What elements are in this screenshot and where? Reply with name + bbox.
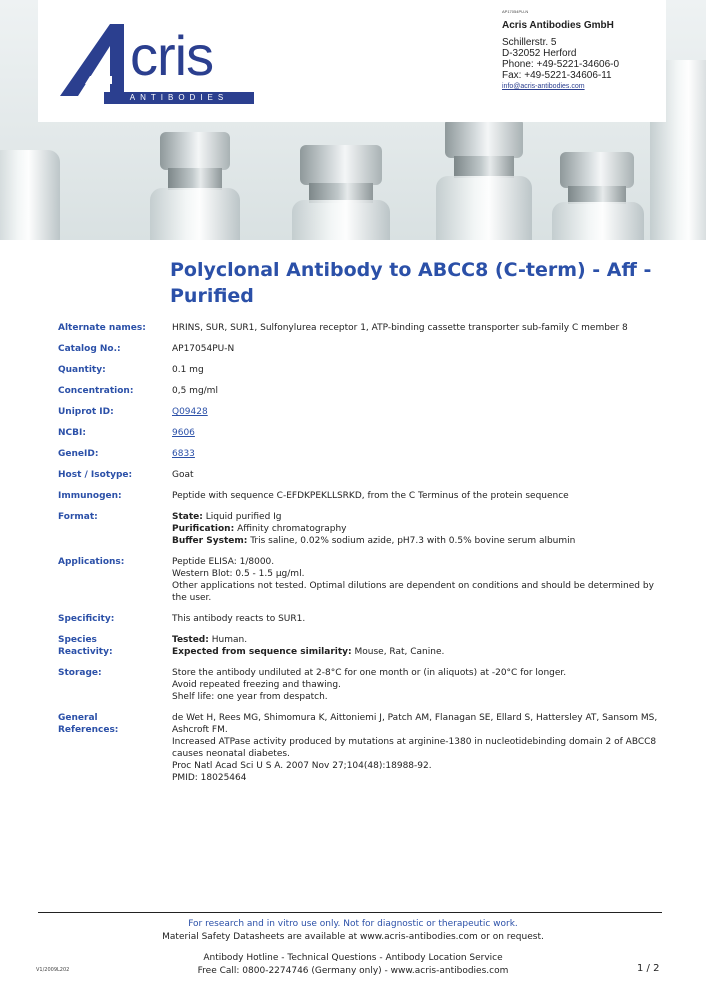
spec-row-quantity <box>58 364 658 385</box>
reactivity-tested: Tested: Human. <box>172 635 248 645</box>
spec-label: NCBI: <box>58 428 86 438</box>
storage-line: Shelf life: one year from despatch. <box>172 692 328 702</box>
spec-label: General <box>58 713 98 723</box>
format-purification: Purification: Affinity chromatography <box>172 524 347 534</box>
spec-row-references <box>58 712 658 784</box>
spec-label: Species <box>58 635 97 645</box>
uniprot-link[interactable]: Q09428 <box>172 407 208 417</box>
product-spec-table <box>58 322 658 784</box>
logo-wordmark: cris <box>130 24 214 87</box>
company-address <box>502 8 619 92</box>
company-street: Schillerstr. 5 <box>502 37 557 48</box>
logo-tagline: ANTIBODIES <box>104 92 254 104</box>
company-phone: Phone: +49-5221-34606-0 <box>502 59 620 70</box>
application-western-blot: Western Blot: 0.5 - 1.5 µg/ml. <box>172 569 305 579</box>
spec-value: HRINS, SUR, SUR1, Sulfonylurea receptor 1, ATP-binding cassette transporter sub-family C member 8 <box>172 323 628 333</box>
spec-row-catalog <box>58 343 658 364</box>
spec-label: Storage: <box>58 668 102 678</box>
spec-row-applications <box>58 556 658 613</box>
spec-label: Applications: <box>58 557 125 567</box>
header-banner <box>0 0 706 240</box>
ncbi-link[interactable]: 9606 <box>172 428 195 438</box>
spec-label: Immunogen: <box>58 491 122 501</box>
spec-value: AP17054PU-N <box>172 344 235 354</box>
spec-label: References: <box>58 725 119 735</box>
page-title: Polyclonal Antibody to ABCC8 (C-term) - Aff - Purified <box>170 259 652 307</box>
geneid-link[interactable]: 6833 <box>172 449 195 459</box>
document-version: V1/2009L202 <box>36 967 70 973</box>
company-fax: Fax: +49-5221-34606-11 <box>502 70 612 81</box>
company-city: D-32052 Herford <box>502 48 577 59</box>
spec-row-immunogen <box>58 490 658 511</box>
spec-value: Peptide with sequence C-EFDKPEKLLSRKD, from the C Terminus of the protein sequence <box>172 491 569 501</box>
application-note: Other applications not tested. Optimal dilutions are dependent on conditions and should be determined by the user. <box>172 581 654 603</box>
spec-label: Uniprot ID: <box>58 407 114 417</box>
header-logo-panel <box>38 0 666 122</box>
catalog-reference: AP17054PU-N <box>502 9 529 14</box>
footer-research-notice: For research and in vitro use only. Not for diagnostic or therapeutic work. <box>188 919 518 929</box>
spec-row-storage <box>58 667 658 712</box>
format-buffer: Buffer System: Tris saline, 0.02% sodium azide, pH7.3 with 0.5% bovine serum albumin <box>172 536 576 546</box>
spec-row-uniprot <box>58 406 658 427</box>
spec-label: Quantity: <box>58 365 106 375</box>
company-name: Acris Antibodies GmbH <box>502 20 614 31</box>
reference-authors: de Wet H, Rees MG, Shimomura K, Aittoniemi J, Patch AM, Flanagan SE, Ellard S, Hattersley AT, Sansom MS, Ashcroft FM. <box>172 713 658 735</box>
spec-row-format <box>58 511 658 556</box>
application-elisa: Peptide ELISA: 1/8000. <box>172 557 275 567</box>
spec-value: Goat <box>172 470 194 480</box>
storage-line: Store the antibody undiluted at 2-8°C for one month or (in aliquots) at -20°C for longer. <box>172 668 567 678</box>
reactivity-expected: Expected from sequence similarity: Mouse, Rat, Canine. <box>172 647 445 657</box>
spec-value: 0,5 mg/ml <box>172 386 218 396</box>
spec-value: This antibody reacts to SUR1. <box>172 614 306 624</box>
spec-label: Format: <box>58 512 98 522</box>
spec-row-concentration <box>58 385 658 406</box>
footer-msds: Material Safety Datasheets are available at www.acris-antibodies.com or on request. <box>162 932 544 942</box>
footer-freecall: Free Call: 0800-2274746 (Germany only) - www.acris-antibodies.com <box>197 966 509 976</box>
acris-logo-a-icon <box>60 24 140 96</box>
footer-divider <box>38 912 662 913</box>
spec-row-alternate-names <box>58 322 658 343</box>
format-state: State: Liquid purified Ig <box>172 512 282 522</box>
spec-value: 0.1 mg <box>172 365 204 375</box>
reference-title: Increased ATPase activity produced by mutations at arginine-1380 in nucleotidebinding domain 2 of ABCC8 causes neonatal diabetes. <box>172 737 657 759</box>
spec-label: GeneID: <box>58 449 99 459</box>
spec-row-geneid <box>58 448 658 469</box>
spec-label: Host / Isotype: <box>58 470 133 480</box>
spec-label: Reactivity: <box>58 647 113 657</box>
spec-label: Alternate names: <box>58 323 146 333</box>
spec-row-specificity <box>58 613 658 634</box>
spec-label: Catalog No.: <box>58 344 121 354</box>
spec-row-ncbi <box>58 427 658 448</box>
reference-journal: Proc Natl Acad Sci U S A. 2007 Nov 27;104(48):18988-92. <box>172 761 432 771</box>
page-number: 1 / 2 <box>637 963 660 974</box>
footer-hotline: Antibody Hotline - Technical Questions - Antibody Location Service <box>203 953 503 963</box>
storage-line: Avoid repeated freezing and thawing. <box>172 680 341 690</box>
company-email-link[interactable]: info@acris-antibodies.com <box>502 83 585 90</box>
spec-row-reactivity <box>58 634 658 667</box>
spec-label: Concentration: <box>58 386 134 396</box>
reference-pmid: PMID: 18025464 <box>172 773 247 783</box>
spec-row-host <box>58 469 658 490</box>
spec-label: Specificity: <box>58 614 115 624</box>
